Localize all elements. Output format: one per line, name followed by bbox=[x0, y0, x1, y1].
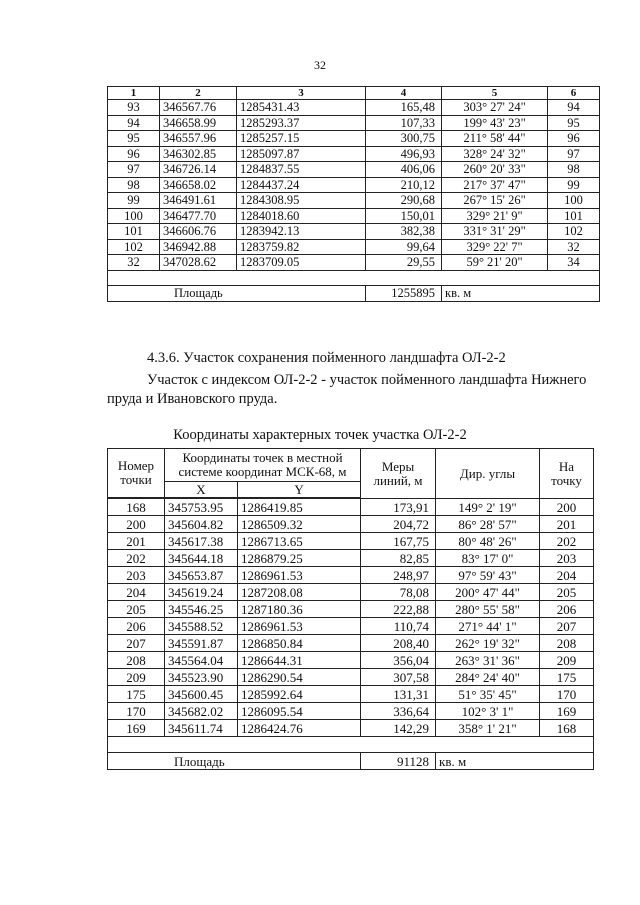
point-number-cell: 32 bbox=[108, 255, 160, 271]
section-paragraph: Участок с индексом ОЛ-2-2 - участок пойменного ландшафта Нижнего пруда и Ивановского пруда. bbox=[107, 372, 587, 407]
point-number-cell: 205 bbox=[108, 601, 165, 618]
line-length-cell: 110,74 bbox=[361, 618, 436, 635]
y-coordinate-cell: 1284437.24 bbox=[237, 177, 366, 193]
line-length-cell: 406,06 bbox=[366, 162, 442, 178]
area-label: Площадь bbox=[108, 753, 361, 770]
point-number-cell: 93 bbox=[108, 100, 160, 116]
x-coordinate-cell: 345611.74 bbox=[165, 720, 238, 737]
coordinates-table-continued bbox=[107, 86, 600, 302]
area-value: 1255895 bbox=[366, 285, 442, 301]
y-coordinate-cell: 1284308.95 bbox=[237, 193, 366, 209]
direction-angle-cell: 86° 28' 57" bbox=[436, 516, 540, 533]
table-row bbox=[108, 567, 594, 584]
direction-angle-cell: 102° 3' 1" bbox=[436, 703, 540, 720]
column-number-header: 3 bbox=[237, 87, 366, 100]
line-length-cell: 204,72 bbox=[361, 516, 436, 533]
y-coordinate-cell: 1286850.84 bbox=[238, 635, 361, 652]
to-point-cell: 94 bbox=[548, 100, 600, 116]
point-number-cell: 100 bbox=[108, 208, 160, 224]
table-row bbox=[108, 177, 600, 193]
x-coordinate-cell: 345619.24 bbox=[165, 584, 238, 601]
point-number-cell: 209 bbox=[108, 669, 165, 686]
table-row bbox=[108, 652, 594, 669]
direction-angle-cell: 200° 47' 44" bbox=[436, 584, 540, 601]
to-point-cell: 170 bbox=[540, 686, 594, 703]
line-length-cell: 107,33 bbox=[366, 115, 442, 131]
table-row bbox=[108, 686, 594, 703]
point-number-cell: 98 bbox=[108, 177, 160, 193]
line-length-cell: 222,88 bbox=[361, 601, 436, 618]
area-value: 91128 bbox=[361, 753, 436, 770]
direction-angle-cell: 149° 2' 19" bbox=[436, 499, 540, 516]
x-coordinate-cell: 346658.99 bbox=[160, 115, 237, 131]
area-row bbox=[108, 285, 600, 301]
y-coordinate-cell: 1286290.54 bbox=[238, 669, 361, 686]
table-body bbox=[108, 499, 594, 770]
table-row bbox=[108, 100, 600, 116]
x-coordinate-cell: 345591.87 bbox=[165, 635, 238, 652]
to-point-cell: 200 bbox=[540, 499, 594, 516]
y-coordinate-cell: 1287180.36 bbox=[238, 601, 361, 618]
x-coordinate-cell: 346491.61 bbox=[160, 193, 237, 209]
empty-row bbox=[108, 737, 594, 753]
table-caption: Координаты характерных точек участка ОЛ-2-2 bbox=[173, 427, 467, 443]
column-number-header: 6 bbox=[548, 87, 600, 100]
to-point-cell: 34 bbox=[548, 255, 600, 271]
direction-angle-cell: 51° 35' 45" bbox=[436, 686, 540, 703]
line-length-cell: 165,48 bbox=[366, 100, 442, 116]
table-row bbox=[108, 224, 600, 240]
to-point-cell: 201 bbox=[540, 516, 594, 533]
to-point-cell: 204 bbox=[540, 567, 594, 584]
area-unit: кв. м bbox=[442, 285, 600, 301]
table-row bbox=[108, 669, 594, 686]
x-coordinate-cell: 345564.04 bbox=[165, 652, 238, 669]
to-point-cell: 205 bbox=[540, 584, 594, 601]
table-row bbox=[108, 499, 594, 516]
x-coordinate-cell: 345682.02 bbox=[165, 703, 238, 720]
to-point-cell: 97 bbox=[548, 146, 600, 162]
to-point-cell: 175 bbox=[540, 669, 594, 686]
x-coordinate-cell: 345600.45 bbox=[165, 686, 238, 703]
table-header-row bbox=[108, 87, 600, 100]
column-number-header: 4 bbox=[366, 87, 442, 100]
header-direction-angles: Дир. углы bbox=[436, 449, 540, 499]
x-coordinate-cell: 346557.96 bbox=[160, 131, 237, 147]
y-coordinate-cell: 1285431.43 bbox=[237, 100, 366, 116]
header-line-lengths: Меры линий, м bbox=[361, 449, 436, 499]
y-coordinate-cell: 1285293.37 bbox=[237, 115, 366, 131]
x-coordinate-cell: 346477.70 bbox=[160, 208, 237, 224]
y-coordinate-cell: 1286644.31 bbox=[238, 652, 361, 669]
table-row bbox=[108, 584, 594, 601]
y-coordinate-cell: 1286424.76 bbox=[238, 720, 361, 737]
point-number-cell: 208 bbox=[108, 652, 165, 669]
direction-angle-cell: 303° 27' 24" bbox=[442, 100, 548, 116]
x-coordinate-cell: 345653.87 bbox=[165, 567, 238, 584]
point-number-cell: 101 bbox=[108, 224, 160, 240]
line-length-cell: 173,91 bbox=[361, 499, 436, 516]
empty-row bbox=[108, 270, 600, 285]
y-coordinate-cell: 1285097.87 bbox=[237, 146, 366, 162]
point-number-cell: 203 bbox=[108, 567, 165, 584]
line-length-cell: 29,55 bbox=[366, 255, 442, 271]
point-number-cell: 175 bbox=[108, 686, 165, 703]
direction-angle-cell: 280° 55' 58" bbox=[436, 601, 540, 618]
column-number-header: 1 bbox=[108, 87, 160, 100]
y-coordinate-cell: 1286713.65 bbox=[238, 533, 361, 550]
y-coordinate-cell: 1286419.85 bbox=[238, 499, 361, 516]
point-number-cell: 99 bbox=[108, 193, 160, 209]
table-row bbox=[108, 533, 594, 550]
to-point-cell: 95 bbox=[548, 115, 600, 131]
to-point-cell: 32 bbox=[548, 239, 600, 255]
direction-angle-cell: 199° 43' 23" bbox=[442, 115, 548, 131]
empty-cell bbox=[108, 737, 594, 753]
direction-angle-cell: 331° 31' 29" bbox=[442, 224, 548, 240]
area-row bbox=[108, 753, 594, 770]
line-length-cell: 307,58 bbox=[361, 669, 436, 686]
x-coordinate-cell: 345546.25 bbox=[165, 601, 238, 618]
x-coordinate-cell: 345753.95 bbox=[165, 499, 238, 516]
table-row bbox=[108, 618, 594, 635]
x-coordinate-cell: 346302.85 bbox=[160, 146, 237, 162]
to-point-cell: 208 bbox=[540, 635, 594, 652]
table-row bbox=[108, 516, 594, 533]
line-length-cell: 336,64 bbox=[361, 703, 436, 720]
column-number-header: 5 bbox=[442, 87, 548, 100]
line-length-cell: 210,12 bbox=[366, 177, 442, 193]
y-coordinate-cell: 1285992.64 bbox=[238, 686, 361, 703]
line-length-cell: 78,08 bbox=[361, 584, 436, 601]
x-coordinate-cell: 346567.76 bbox=[160, 100, 237, 116]
y-coordinate-cell: 1287208.08 bbox=[238, 584, 361, 601]
direction-angle-cell: 328° 24' 32" bbox=[442, 146, 548, 162]
y-coordinate-cell: 1286961.53 bbox=[238, 618, 361, 635]
y-coordinate-cell: 1283942.13 bbox=[237, 224, 366, 240]
to-point-cell: 202 bbox=[540, 533, 594, 550]
point-number-cell: 200 bbox=[108, 516, 165, 533]
direction-angle-cell: 83° 17' 0" bbox=[436, 550, 540, 567]
table-row bbox=[108, 208, 600, 224]
section-heading: 4.3.6. Участок сохранения пойменного ландшафта ОЛ-2-2 bbox=[147, 350, 506, 366]
direction-angle-cell: 80° 48' 26" bbox=[436, 533, 540, 550]
point-number-cell: 94 bbox=[108, 115, 160, 131]
column-number-header: 2 bbox=[160, 87, 237, 100]
table-row bbox=[108, 255, 600, 271]
line-length-cell: 290,68 bbox=[366, 193, 442, 209]
y-coordinate-cell: 1283709.05 bbox=[237, 255, 366, 271]
table-row bbox=[108, 720, 594, 737]
y-coordinate-cell: 1285257.15 bbox=[237, 131, 366, 147]
line-length-cell: 131,31 bbox=[361, 686, 436, 703]
to-point-cell: 96 bbox=[548, 131, 600, 147]
point-number-cell: 95 bbox=[108, 131, 160, 147]
point-number-cell: 168 bbox=[108, 499, 165, 516]
table-row bbox=[108, 703, 594, 720]
line-length-cell: 356,04 bbox=[361, 652, 436, 669]
y-coordinate-cell: 1284837.55 bbox=[237, 162, 366, 178]
direction-angle-cell: 217° 37' 47" bbox=[442, 177, 548, 193]
table-row bbox=[108, 635, 594, 652]
table-row bbox=[108, 162, 600, 178]
table-row bbox=[108, 131, 600, 147]
direction-angle-cell: 271° 44' 1" bbox=[436, 618, 540, 635]
table-body bbox=[108, 100, 600, 302]
direction-angle-cell: 329° 21' 9" bbox=[442, 208, 548, 224]
table-row bbox=[108, 239, 600, 255]
coordinates-table-ol-2-2 bbox=[107, 448, 594, 770]
direction-angle-cell: 97° 59' 43" bbox=[436, 567, 540, 584]
line-length-cell: 248,97 bbox=[361, 567, 436, 584]
table-row bbox=[108, 193, 600, 209]
line-length-cell: 300,75 bbox=[366, 131, 442, 147]
point-number-cell: 202 bbox=[108, 550, 165, 567]
x-coordinate-cell: 346726.14 bbox=[160, 162, 237, 178]
x-coordinate-cell: 345604.82 bbox=[165, 516, 238, 533]
point-number-cell: 207 bbox=[108, 635, 165, 652]
to-point-cell: 209 bbox=[540, 652, 594, 669]
to-point-cell: 203 bbox=[540, 550, 594, 567]
point-number-cell: 169 bbox=[108, 720, 165, 737]
point-number-cell: 96 bbox=[108, 146, 160, 162]
to-point-cell: 207 bbox=[540, 618, 594, 635]
to-point-cell: 99 bbox=[548, 177, 600, 193]
table-header-row bbox=[108, 449, 594, 482]
point-number-cell: 204 bbox=[108, 584, 165, 601]
y-coordinate-cell: 1284018.60 bbox=[237, 208, 366, 224]
to-point-cell: 168 bbox=[540, 720, 594, 737]
area-unit: кв. м bbox=[436, 753, 594, 770]
x-coordinate-cell: 345523.90 bbox=[165, 669, 238, 686]
header-y: Y bbox=[238, 482, 361, 498]
line-length-cell: 99,64 bbox=[366, 239, 442, 255]
direction-angle-cell: 211° 58' 44" bbox=[442, 131, 548, 147]
line-length-cell: 208,40 bbox=[361, 635, 436, 652]
to-point-cell: 100 bbox=[548, 193, 600, 209]
line-length-cell: 142,29 bbox=[361, 720, 436, 737]
x-coordinate-cell: 345588.52 bbox=[165, 618, 238, 635]
y-coordinate-cell: 1286095.54 bbox=[238, 703, 361, 720]
line-length-cell: 167,75 bbox=[361, 533, 436, 550]
x-coordinate-cell: 346658.02 bbox=[160, 177, 237, 193]
direction-angle-cell: 329° 22' 7" bbox=[442, 239, 548, 255]
page-number: 32 bbox=[314, 58, 326, 72]
header-point-number: Номер точки bbox=[108, 449, 165, 498]
line-length-cell: 496,93 bbox=[366, 146, 442, 162]
direction-angle-cell: 284° 24' 40" bbox=[436, 669, 540, 686]
to-point-cell: 206 bbox=[540, 601, 594, 618]
line-length-cell: 382,38 bbox=[366, 224, 442, 240]
point-number-cell: 206 bbox=[108, 618, 165, 635]
header-coordinates: Координаты точек в местной системе координат МСК-68, м bbox=[165, 449, 361, 482]
area-label: Площадь bbox=[108, 285, 366, 301]
to-point-cell: 102 bbox=[548, 224, 600, 240]
header-x: X bbox=[165, 482, 238, 498]
direction-angle-cell: 262° 19' 32" bbox=[436, 635, 540, 652]
direction-angle-cell: 263° 31' 36" bbox=[436, 652, 540, 669]
x-coordinate-cell: 347028.62 bbox=[160, 255, 237, 271]
y-coordinate-cell: 1286961.53 bbox=[238, 567, 361, 584]
to-point-cell: 98 bbox=[548, 162, 600, 178]
empty-cell bbox=[108, 270, 600, 285]
direction-angle-cell: 267° 15' 26" bbox=[442, 193, 548, 209]
y-coordinate-cell: 1286509.32 bbox=[238, 516, 361, 533]
direction-angle-cell: 59° 21' 20" bbox=[442, 255, 548, 271]
line-length-cell: 150,01 bbox=[366, 208, 442, 224]
x-coordinate-cell: 346606.76 bbox=[160, 224, 237, 240]
to-point-cell: 101 bbox=[548, 208, 600, 224]
direction-angle-cell: 260° 20' 33" bbox=[442, 162, 548, 178]
table-row bbox=[108, 115, 600, 131]
table-row bbox=[108, 146, 600, 162]
table-row bbox=[108, 601, 594, 618]
line-length-cell: 82,85 bbox=[361, 550, 436, 567]
direction-angle-cell: 358° 1' 21" bbox=[436, 720, 540, 737]
point-number-cell: 102 bbox=[108, 239, 160, 255]
table-row bbox=[108, 550, 594, 567]
x-coordinate-cell: 346942.88 bbox=[160, 239, 237, 255]
y-coordinate-cell: 1286879.25 bbox=[238, 550, 361, 567]
x-coordinate-cell: 345617.38 bbox=[165, 533, 238, 550]
point-number-cell: 170 bbox=[108, 703, 165, 720]
header-to-point: На точку bbox=[540, 449, 594, 499]
point-number-cell: 201 bbox=[108, 533, 165, 550]
y-coordinate-cell: 1283759.82 bbox=[237, 239, 366, 255]
point-number-cell: 97 bbox=[108, 162, 160, 178]
to-point-cell: 169 bbox=[540, 703, 594, 720]
x-coordinate-cell: 345644.18 bbox=[165, 550, 238, 567]
